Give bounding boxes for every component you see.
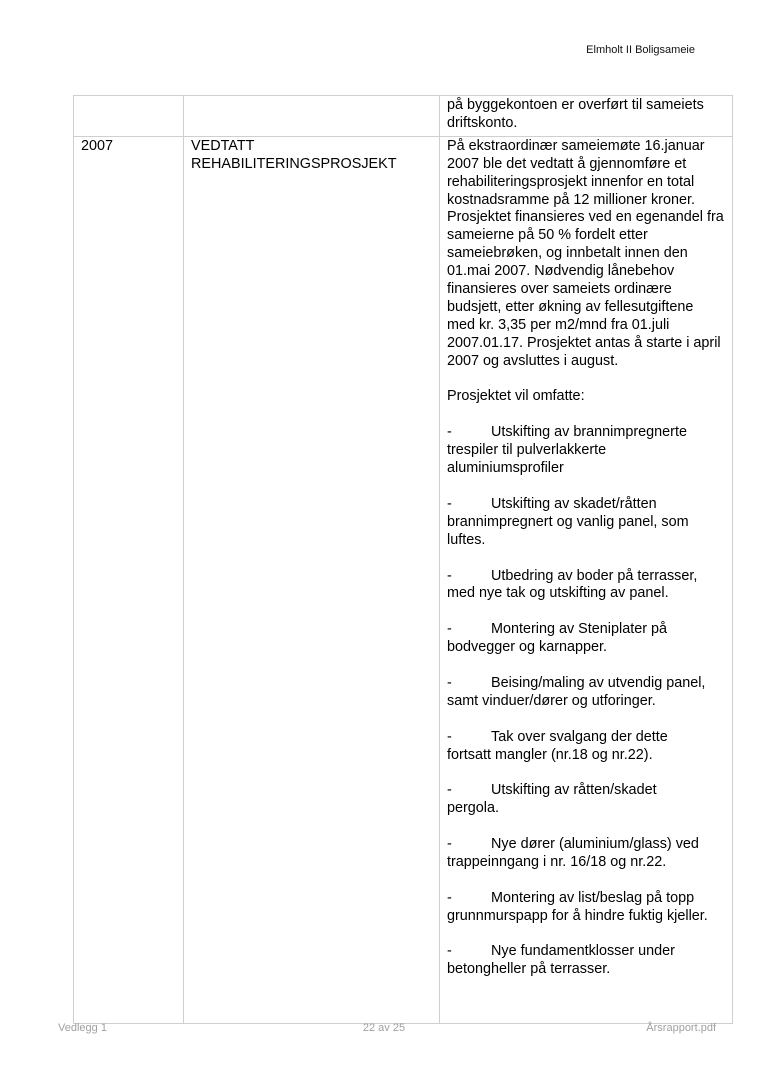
- bullet-text-continuation: trespiler til pulverlakkerte aluminiumsprofiler: [447, 442, 607, 477]
- bullet-text-continuation: betongheller på terrasser.: [447, 961, 611, 978]
- bullet-dash: -: [447, 567, 452, 584]
- description-cell: [440, 136, 733, 1023]
- bullet-text-continuation: bodvegger og karnapper.: [447, 639, 608, 656]
- scope-heading: Prosjektet vil omfatte:: [447, 388, 585, 405]
- bullet-text-first-line: Beising/maling av utvendig panel,: [491, 674, 706, 691]
- list-item: [447, 424, 725, 478]
- title-cell: [184, 96, 440, 137]
- footer-page-number: 22 av 25: [362, 1022, 406, 1034]
- list-item: [447, 782, 725, 818]
- year-cell: [74, 96, 184, 137]
- bullet-text-first-line: Utskifting av skadet/råtten: [491, 495, 657, 512]
- bullet-text-continuation: trappeinngang i nr. 16/18 og nr.22.: [447, 853, 667, 870]
- bullet-dash: -: [447, 836, 452, 853]
- bullet-dash: -: [447, 621, 452, 638]
- page-header-title: Elmholt II Boligsameie: [586, 44, 695, 56]
- year-cell: 2007: [74, 136, 184, 1023]
- list-item: [447, 675, 725, 711]
- list-item: [447, 729, 725, 765]
- bullet-text-continuation: brannimpregnert og vanlig panel, som luftes.: [447, 513, 689, 548]
- bullet-text-continuation: fortsatt mangler (nr.18 og nr.22).: [447, 746, 653, 763]
- bullet-text-first-line: Montering av Steniplater på: [491, 621, 667, 638]
- bullet-dash: -: [447, 782, 452, 799]
- bullet-text-continuation: med nye tak og utskifting av panel.: [447, 585, 669, 602]
- footer-attachment-label: Vedlegg 1: [58, 1022, 107, 1034]
- bullet-dash: -: [447, 728, 452, 745]
- table-row: [74, 136, 733, 1023]
- bullet-dash: -: [447, 674, 452, 691]
- list-item: [447, 496, 725, 550]
- bullet-dash: -: [447, 424, 452, 441]
- bullet-text-continuation: grunnmurspapp for å hindre fuktig kjeller.: [447, 907, 708, 924]
- intro-paragraph: På ekstraordinær sameiemøte 16.januar 2007 ble det vedtatt å gjennomføre et rehabiliteringsprosjekt innenfor en total kostnadsramme på 12 millioner kroner. Prosjektet finansieres ved en egenandel fra sameierne på 50 % fordelt etter sameiebrøken, og innbetalt innen den 01.mai 2007. Nødvendig lånebehov finansieres over sameiets ordinære budsjett, etter økning av fellesutgiftene med kr. 3,35 per m2/mnd fra 01.juli 2007.01.17. Prosjektet antas å starte i april 2007 og avsluttes i august.: [447, 137, 724, 369]
- bullet-text-first-line: Tak over svalgang der dette: [491, 728, 668, 745]
- bullet-dash: -: [447, 495, 452, 512]
- footer-filename: Årsrapport.pdf: [646, 1022, 716, 1034]
- list-item: [447, 621, 725, 657]
- bullet-text-first-line: Montering av list/beslag på topp: [491, 889, 695, 906]
- bullet-text-first-line: Utskifting av råtten/skadet: [491, 782, 657, 799]
- table-row: [74, 96, 733, 137]
- scope-list: [447, 424, 725, 979]
- title-cell: [184, 136, 440, 1023]
- list-item: [447, 568, 725, 604]
- bullet-dash: -: [447, 943, 452, 960]
- bullet-text-continuation: samt vinduer/dører og utforinger.: [447, 692, 656, 709]
- list-item: [447, 890, 725, 926]
- title-line: REHABILITERINGSPROSJEKT: [191, 155, 397, 172]
- title-line: VEDTATT: [191, 137, 255, 154]
- history-table: [73, 95, 733, 1024]
- list-item: [447, 836, 725, 872]
- description-cell: [440, 96, 733, 137]
- bullet-text-first-line: Utskifting av brannimpregnerte: [491, 424, 687, 441]
- bullet-text-first-line: Utbedring av boder på terrasser,: [491, 567, 698, 584]
- bullet-dash: -: [447, 889, 452, 906]
- bullet-text-first-line: Nye dører (aluminium/glass) ved: [491, 836, 699, 853]
- bullet-text-continuation: pergola.: [447, 800, 500, 817]
- list-item: [447, 943, 725, 979]
- description-text: på byggekontoen er overført til sameiets driftskonto.: [447, 97, 704, 131]
- bullet-text-first-line: Nye fundamentklosser under: [491, 943, 675, 960]
